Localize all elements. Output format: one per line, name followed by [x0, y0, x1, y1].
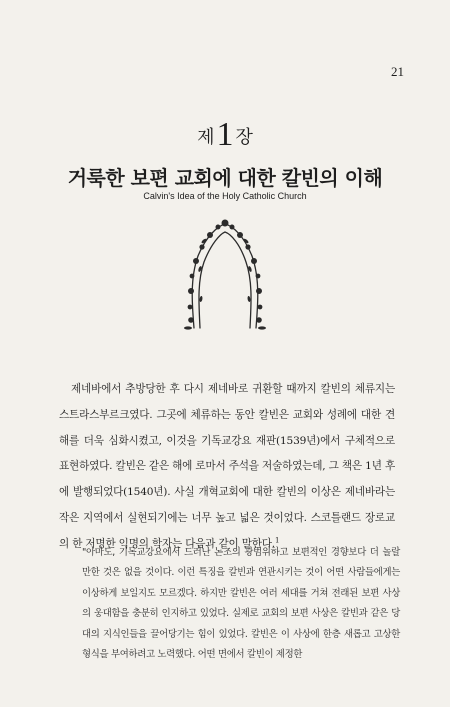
floral-arch-icon — [178, 214, 272, 332]
body-paragraph-text: 제네바에서 추방당한 후 다시 제네바로 귀환할 때까지 칼빈의 체류지는 스트라스부르크였다. 그곳에 체류하는 동안 칼빈은 교회와 성례에 대한 견해를 더욱 심화시켰고, 이것을 기독교강요 재판(1539년)에서 구체적으로 표현하였다. 칼빈은 같은 해에 로마서 주석을 저술하였는데, 그 책은 1년 후에 발행되었다(1540년). 사실 개혁교회에 대한 칼빈의 이상은 제네바라는 작은 지역에서 실현되기에는 너무 높고 넓은 것이었다. 스코틀랜드 장로교의 한 저명한 익명의 학자는 다음과 같이 말한다. — [59, 383, 395, 550]
chapter-label — [0, 118, 450, 152]
page-number: 21 — [391, 64, 404, 79]
quote-text: "아마도, 기독교강요에서 드러난 논조의 광범위하고 보편적인 경향보다 더 놀랄 만한 것은 없을 것이다. 이런 특징을 칼빈과 연관시키는 것이 어떤 사람들에게는 이상하게 보일지도 모르겠다. 하지만 칼빈은 여러 세대를 거쳐 전래된 보편 사상의 웅대함을 충분히 인지하고 있었다. 실제로 교회의 보편 사상은 칼빈과 같은 당대의 지식인들을 끌어당기는 힘이 있었다. 칼빈은 이 사상에 한층 새롭고 고상한 형식을 부여하려고 노력했다. 어떤 면에서 칼빈이 제정한 — [82, 547, 400, 661]
chapter-title: 거룩한 보편 교회에 대한 칼빈의 이해 — [67, 166, 383, 190]
footnote-ref[interactable]: 1 — [274, 536, 280, 545]
body-paragraph — [59, 377, 395, 558]
chapter-prefix: 제 — [197, 127, 215, 148]
chapter-suffix: 장 — [235, 127, 253, 148]
body-text — [59, 377, 395, 558]
block-quote — [82, 543, 400, 665]
chapter-number: 1 — [216, 116, 234, 153]
chapter-subtitle: Calvin's Idea of the Holy Catholic Church — [143, 191, 307, 201]
